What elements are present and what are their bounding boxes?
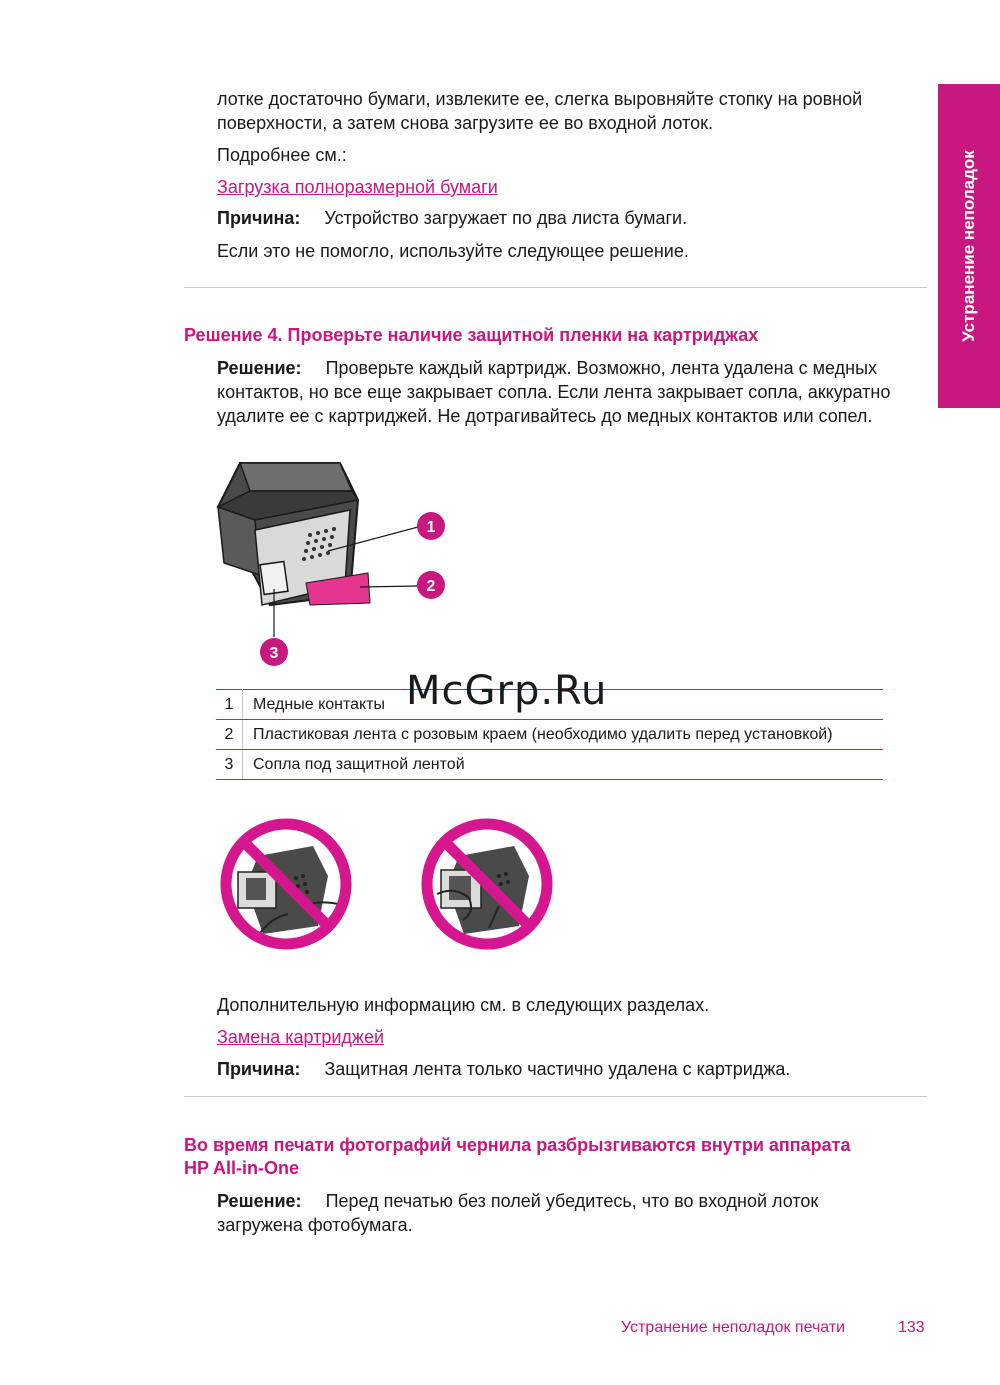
section-heading: Решение 4. Проверьте наличие защитной пленки на картриджах <box>184 325 759 345</box>
legend-number: 2 <box>216 720 243 750</box>
solution-label: Решение: <box>217 358 302 378</box>
paragraph-line: лотке достаточно бумаги, извлеките ее, слегка выровняйте стопку на ровной <box>217 89 863 109</box>
cartridge-illustration <box>210 455 460 670</box>
cause-text: Устройство загружает по два листа бумаги. <box>324 208 688 228</box>
solution-label: Решение: <box>217 1191 302 1211</box>
solution-text-line: Проверьте каждый картридж. Возможно, лента удалена с медных <box>325 358 878 378</box>
fallback-text: Если это не помогло, используйте следующее решение. <box>217 241 689 261</box>
section-heading-line: Во время печати фотографий чернила разбрызгиваются внутри аппарата <box>184 1135 851 1155</box>
watermark: McGrp.Ru <box>406 668 608 714</box>
solution-paragraph <box>217 356 877 380</box>
callout-label-3: 3 <box>269 645 279 662</box>
section-heading-line: HP All-in-One <box>184 1158 300 1178</box>
solution-text-line: загружена фотобумага. <box>217 1215 413 1235</box>
solution-paragraph <box>217 1189 818 1213</box>
solution-text-line: контактов, но все еще закрывает сопла. Если лента закрывает сопла, аккуратно <box>217 382 891 402</box>
callout-label-2: 2 <box>426 578 436 595</box>
do-not-touch-nozzles-icon <box>419 816 555 952</box>
legend-text: Медные контакты <box>243 690 884 720</box>
side-tab <box>938 84 1000 408</box>
legend-row <box>216 720 883 750</box>
side-tab-label: Устранение неполадок <box>959 150 978 342</box>
cause-label: Причина: <box>217 208 301 228</box>
replace-cartridges-link[interactable]: Замена картриджей <box>217 1027 385 1047</box>
section-divider <box>184 287 927 288</box>
paragraph-line: поверхности, а затем снова загрузите ее во входной лоток. <box>217 113 713 133</box>
solution-text-line: удалите ее с картриджей. Не дотрагивайтесь до медных контактов или сопел. <box>217 406 873 426</box>
section-divider <box>184 1096 927 1097</box>
legend-row <box>216 750 883 780</box>
page-number: 133 <box>898 1319 925 1336</box>
more-info-text: Дополнительную информацию см. в следующих разделах. <box>217 995 710 1015</box>
cause-paragraph <box>217 1057 790 1081</box>
callout-label-1: 1 <box>426 519 436 536</box>
legend-text: Пластиковая лента с розовым краем (необходимо удалить перед установкой) <box>243 720 884 750</box>
legend-number: 3 <box>216 750 243 780</box>
load-paper-link[interactable]: Загрузка полноразмерной бумаги <box>217 177 498 197</box>
legend-text: Сопла под защитной лентой <box>243 750 884 780</box>
cause-label: Причина: <box>217 1059 301 1079</box>
cause-paragraph <box>217 206 687 230</box>
solution-text-line: Перед печатью без полей убедитесь, что во входной лоток <box>325 1191 819 1211</box>
see-more-text: Подробнее см.: <box>217 145 347 165</box>
legend-number: 1 <box>216 690 243 720</box>
do-not-touch-contacts-icon <box>218 816 354 952</box>
cause-text: Защитная лента только частично удалена с картриджа. <box>324 1059 791 1079</box>
footer-title: Устранение неполадок печати <box>621 1319 846 1336</box>
